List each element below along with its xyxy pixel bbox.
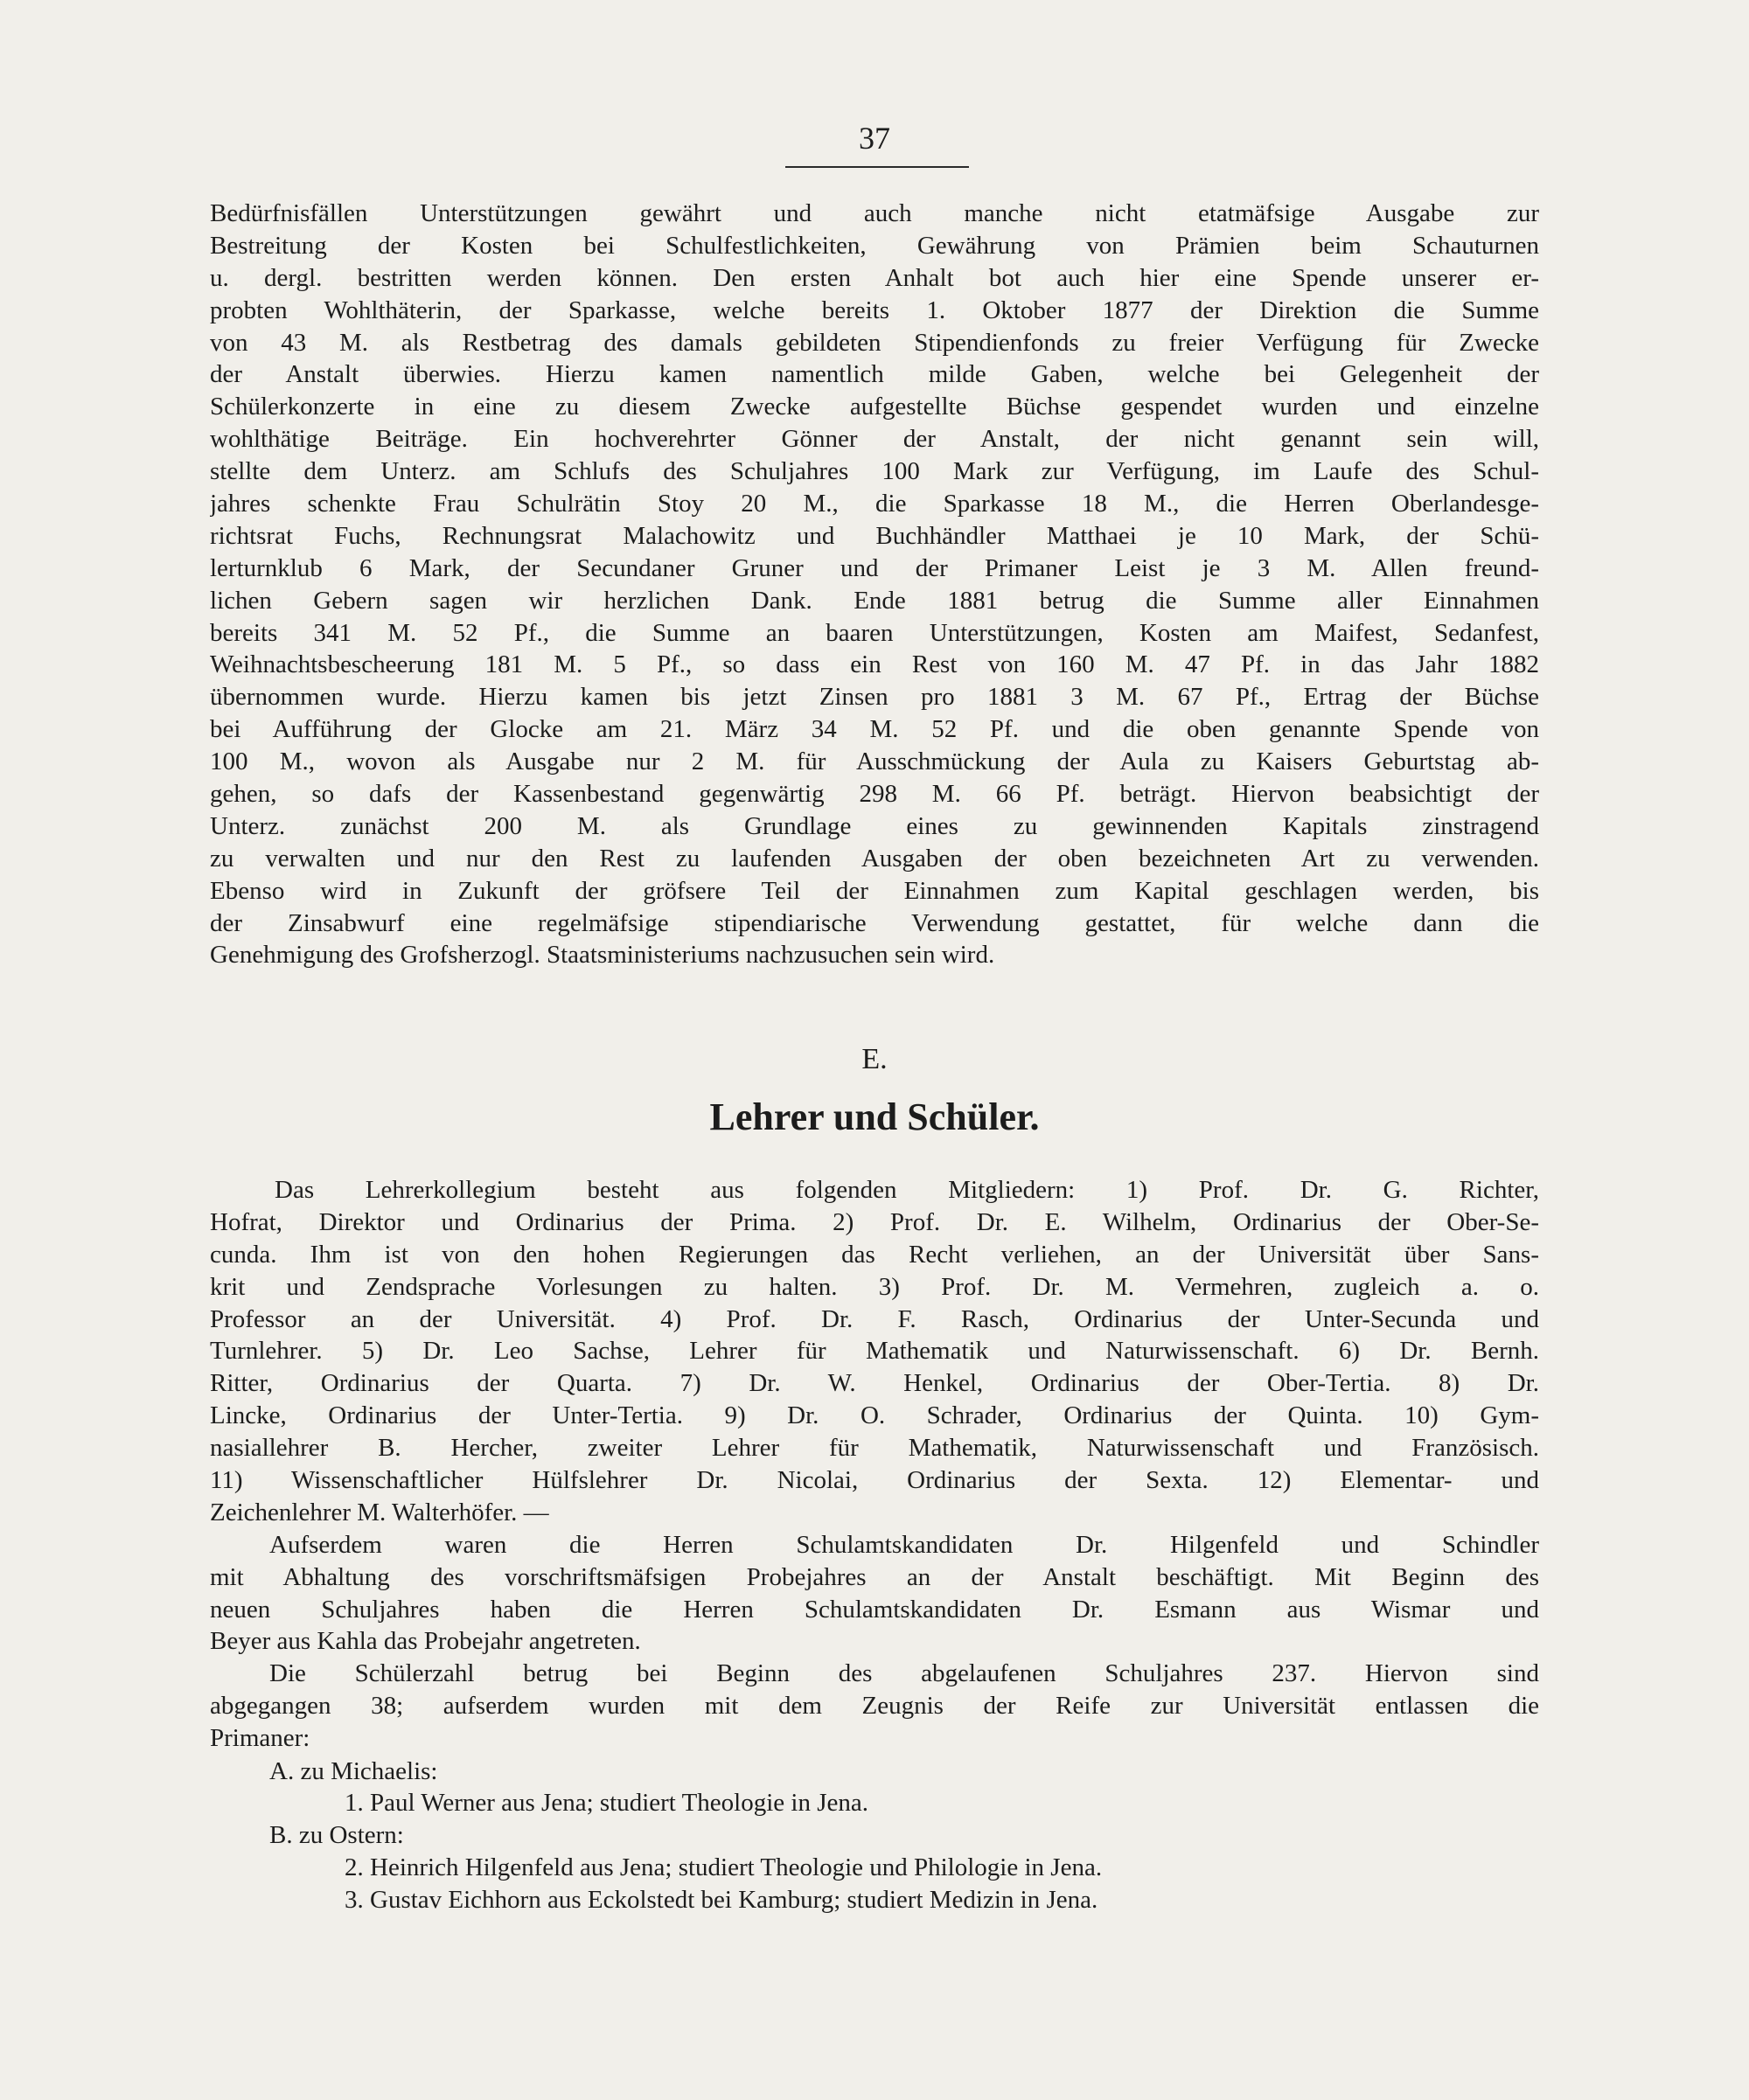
text-line: 100 M., wovon als Ausgabe nur 2 M. für Ausschmückung der Aula zu Kaisers Geburtstag ab- [210,748,1539,776]
text-line: Unterz. zunächst 200 M. als Grundlage eines zu gewinnenden Kapitals zinstragend [210,811,1539,840]
text-line: Das Lehrerkollegium besteht aus folgenden Mitgliedern: 1) Prof. Dr. G. Richter, [275,1176,1539,1204]
text-line: Bestreitung der Kosten bei Schulfestlichkeiten, Gewährung von Prämien beim Schauturnen [210,231,1539,260]
text-line: Ritter, Ordinarius der Quarta. 7) Dr. W. Henkel, Ordinarius der Ober-Tertia. 8) Dr. [210,1369,1539,1398]
text-line: probten Wohlthäterin, der Sparkasse, welche bereits 1. Oktober 1877 der Direktion die Summe [210,296,1539,324]
text-line: Turnlehrer. 5) Dr. Leo Sachse, Lehrer für Mathematik und Naturwissenschaft. 6) Dr. Bernh. [210,1337,1539,1366]
text-line: Genehmigung des Grofsherzogl. Staatsministeriums nachzusuchen sein wird. [210,941,995,970]
text-line: der Zinsabwurf eine regelmäfsige stipendiarische Verwendung gestattet, für welche dann die [210,908,1539,937]
text-line: Schülerkonzerte in eine zu diesem Zwecke aufgestellte Büchse gespendet wurden und einzelne [210,393,1539,421]
text-line: nasiallehrer B. Hercher, zweiter Lehrer für Mathematik, Naturwissenschaft und Französisch. [210,1434,1539,1463]
text-line: Zeichenlehrer M. Walterhöfer. — [210,1498,549,1526]
section-letter: E. [861,1043,888,1075]
text-line: Hofrat, Direktor und Ordinarius der Prima. 2) Prof. Dr. E. Wilhelm, Ordinarius der Ober-Se- [210,1207,1539,1236]
graduates-michaelis-heading: A. zu Michaelis: [269,1757,438,1785]
text-line: der Anstalt überwies. Hierzu kamen namentlich milde Gaben, welche bei Gelegenheit der [210,360,1539,389]
paragraph-teachers-students [210,1174,1539,1755]
graduate-entry: 2. Heinrich Hilgenfeld aus Jena; studiert Theologie und Philologie in Jena. [345,1853,1103,1881]
text-line: stellte dem Unterz. am Schlufs des Schuljahres 100 Mark zur Verfügung, im Laufe des Schul- [210,457,1539,486]
text-line: von 43 M. als Restbetrag des damals gebildeten Stipendienfonds zu freier Verfügung für Zwecke [210,328,1539,357]
text-line: übernommen wurde. Hierzu kamen bis jetzt Zinsen pro 1881 3 M. 67 Pf., Ertrag der Büchse [210,683,1539,712]
text-line: krit und Zendsprache Vorlesungen zu halten. 3) Prof. Dr. M. Vermehren, zugleich a. o. [210,1272,1539,1301]
graduates-ostern-heading: B. zu Ostern: [269,1821,404,1849]
text-line: 11) Wissenschaftlicher Hülfslehrer Dr. Nicolai, Ordinarius der Sexta. 12) Elementar- und [210,1466,1539,1495]
text-line: cunda. Ihm ist von den hohen Regierungen das Recht verliehen, an der Universität über Sans- [210,1240,1539,1269]
section-title: Lehrer und Schüler. [709,1095,1040,1138]
text-line: Weihnachtsbescheerung 181 M. 5 Pf., so dass ein Rest von 160 M. 47 Pf. in das Jahr 1882 [210,650,1539,679]
text-line: Beyer aus Kahla das Probejahr angetreten. [210,1627,641,1656]
graduate-entry: 3. Gustav Eichhorn aus Eckolstedt bei Kamburg; studiert Medizin in Jena. [345,1886,1098,1914]
text-line: bei Aufführung der Glocke am 21. März 34 M. 52 Pf. und die oben genannte Spende von [210,715,1539,744]
header-rule [785,166,969,168]
text-line: Ebenso wird in Zukunft der gröfsere Teil der Einnahmen zum Kapital geschlagen werden, bis [210,876,1539,905]
text-line: Aufserdem waren die Herren Schulamtskandidaten Dr. Hilgenfeld und Schindler [269,1530,1539,1559]
text-line: Professor an der Universität. 4) Prof. Dr. F. Rasch, Ordinarius der Unter-Secunda und [210,1304,1539,1333]
text-line: Lincke, Ordinarius der Unter-Tertia. 9) Dr. O. Schrader, Ordinarius der Quinta. 10) Gym- [210,1401,1539,1430]
text-line: neuen Schuljahres haben die Herren Schulamtskandidaten Dr. Esmann aus Wismar und [210,1595,1539,1624]
page-number: 37 [859,121,890,156]
text-line: mit Abhaltung des vorschriftsmäfsigen Probejahres an der Anstalt beschäftigt. Mit Beginn des [210,1562,1539,1591]
text-line: Primaner: [210,1724,310,1753]
text-line: zu verwalten und nur den Rest zu laufenden Ausgaben der oben bezeichneten Art zu verwenden. [210,844,1539,873]
text-line: bereits 341 M. 52 Pf., die Summe an baaren Unterstützungen, Kosten am Maifest, Sedanfest, [210,618,1539,647]
text-line: wohlthätige Beiträge. Ein hochverehrter Gönner der Anstalt, der nicht genannt sein will, [210,425,1539,454]
text-line: Bedürfnisfällen Unterstützungen gewährt und auch manche nicht etatmäfsige Ausgabe zur [210,199,1539,227]
text-line: lichen Gebern sagen wir herzlichen Dank. Ende 1881 betrug die Summe aller Einnahmen [210,586,1539,615]
text-line: Die Schülerzahl betrug bei Beginn des abgelaufenen Schuljahres 237. Hiervon sind [269,1659,1539,1688]
text-line: richtsrat Fuchs, Rechnungsrat Malachowitz und Buchhändler Matthaei je 10 Mark, der Schü- [210,521,1539,550]
text-line: lerturnklub 6 Mark, der Secundaner Gruner und der Primaner Leist je 3 M. Allen freund- [210,553,1539,582]
text-line: jahres schenkte Frau Schulrätin Stoy 20 M., die Sparkasse 18 M., die Herren Oberlandesge- [210,490,1539,518]
graduate-entry: 1. Paul Werner aus Jena; studiert Theologie in Jena. [345,1789,869,1817]
text-line: abgegangen 38; aufserdem wurden mit dem Zeugnis der Reife zur Universität entlassen die [210,1692,1539,1721]
text-line: gehen, so dafs der Kassenbestand gegenwärtig 298 M. 66 Pf. beträgt. Hiervon beabsichtigt der [210,780,1539,809]
paragraph-support-fund [210,198,1539,971]
text-line: u. dergl. bestritten werden können. Den ersten Anhalt bot auch hier eine Spende unserer er- [210,263,1539,292]
